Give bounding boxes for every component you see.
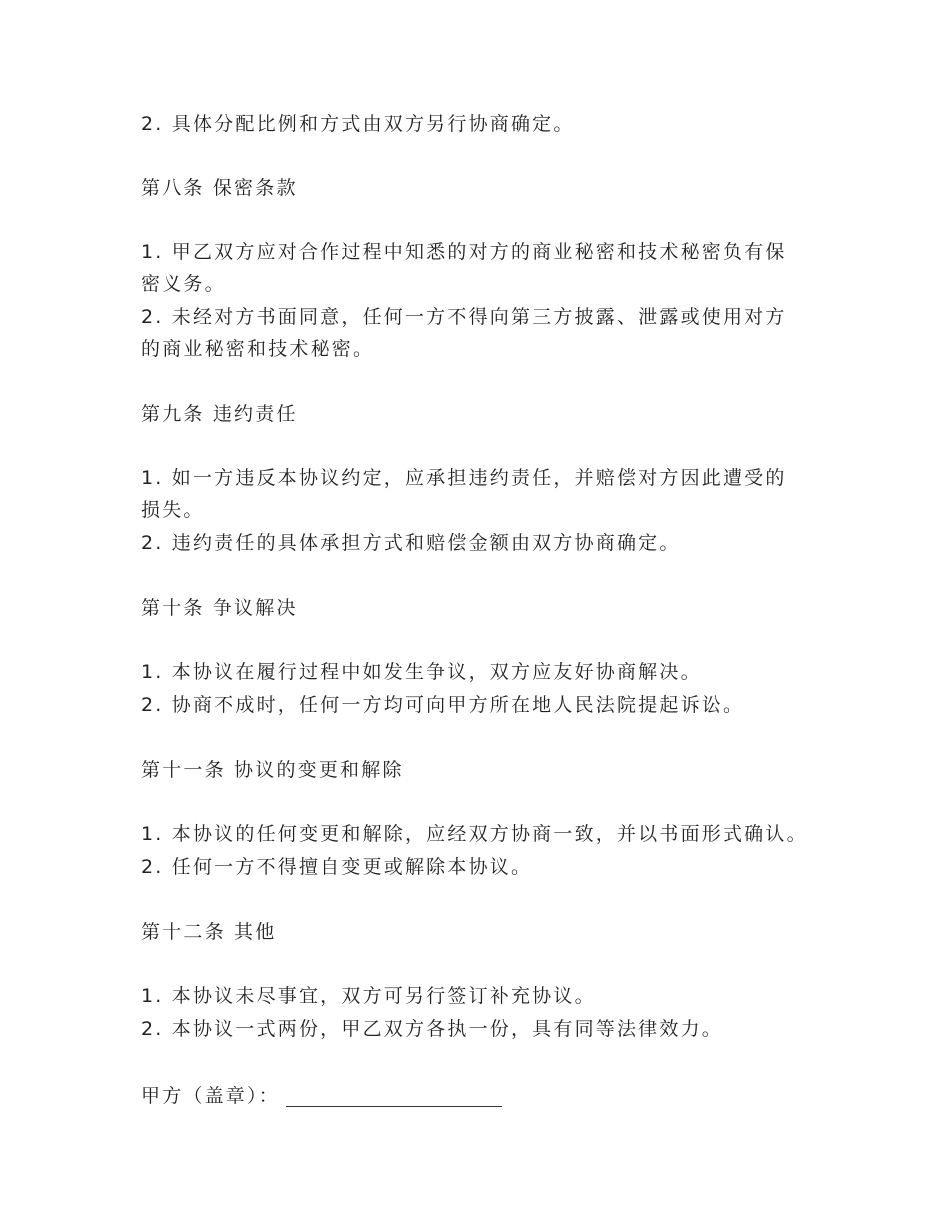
clause-10-item-1: 1. 本协议在履行过程中如发生争议，双方应友好协商解决。 bbox=[141, 661, 702, 683]
party-a-signature-row bbox=[141, 1084, 502, 1108]
clause-7-item-2: 2. 具体分配比例和方式由双方另行协商确定。 bbox=[141, 113, 575, 135]
clause-11-item-2: 2. 任何一方不得擅自变更或解除本协议。 bbox=[141, 856, 533, 878]
clause-8-item-1-line-1: 1. 甲乙双方应对合作过程中知悉的对方的商业秘密和技术秘密负有保 bbox=[141, 241, 787, 263]
clause-9-item-1-line-1: 1. 如一方违反本协议约定，应承担违约责任，并赔偿对方因此遭受的 bbox=[141, 467, 787, 489]
clause-9-item-1-line-2: 损失。 bbox=[141, 499, 205, 521]
clause-8-item-2-line-2: 的商业秘密和技术秘密。 bbox=[141, 338, 375, 360]
party-a-signature-line bbox=[286, 1088, 502, 1107]
clause-10-heading: 第十条 争议解决 bbox=[141, 597, 298, 619]
clause-11-heading: 第十一条 协议的变更和解除 bbox=[141, 759, 404, 781]
clause-8-heading: 第八条 保密条款 bbox=[141, 177, 298, 199]
party-a-signature-label: 甲方（盖章）： bbox=[141, 1085, 280, 1107]
clause-12-heading: 第十二条 其他 bbox=[141, 921, 277, 943]
clause-8-item-1-line-2: 密义务。 bbox=[141, 273, 226, 295]
clause-11-item-1: 1. 本协议的任何变更和解除，应经双方协商一致，并以书面形式确认。 bbox=[141, 823, 808, 845]
clause-9-item-2: 2. 违约责任的具体承担方式和赔偿金额由双方协商确定。 bbox=[141, 532, 681, 554]
clause-12-item-1: 1. 本协议未尽事宜，双方可另行签订补充协议。 bbox=[141, 985, 596, 1007]
clause-9-heading: 第九条 违约责任 bbox=[141, 403, 298, 425]
clause-10-item-2: 2. 协商不成时，任何一方均可向甲方所在地人民法院提起诉讼。 bbox=[141, 694, 745, 716]
clause-8-item-2-line-1: 2. 未经对方书面同意，任何一方不得向第三方披露、泄露或使用对方 bbox=[141, 306, 787, 328]
clause-12-item-2: 2. 本协议一式两份，甲乙双方各执一份，具有同等法律效力。 bbox=[141, 1018, 723, 1040]
